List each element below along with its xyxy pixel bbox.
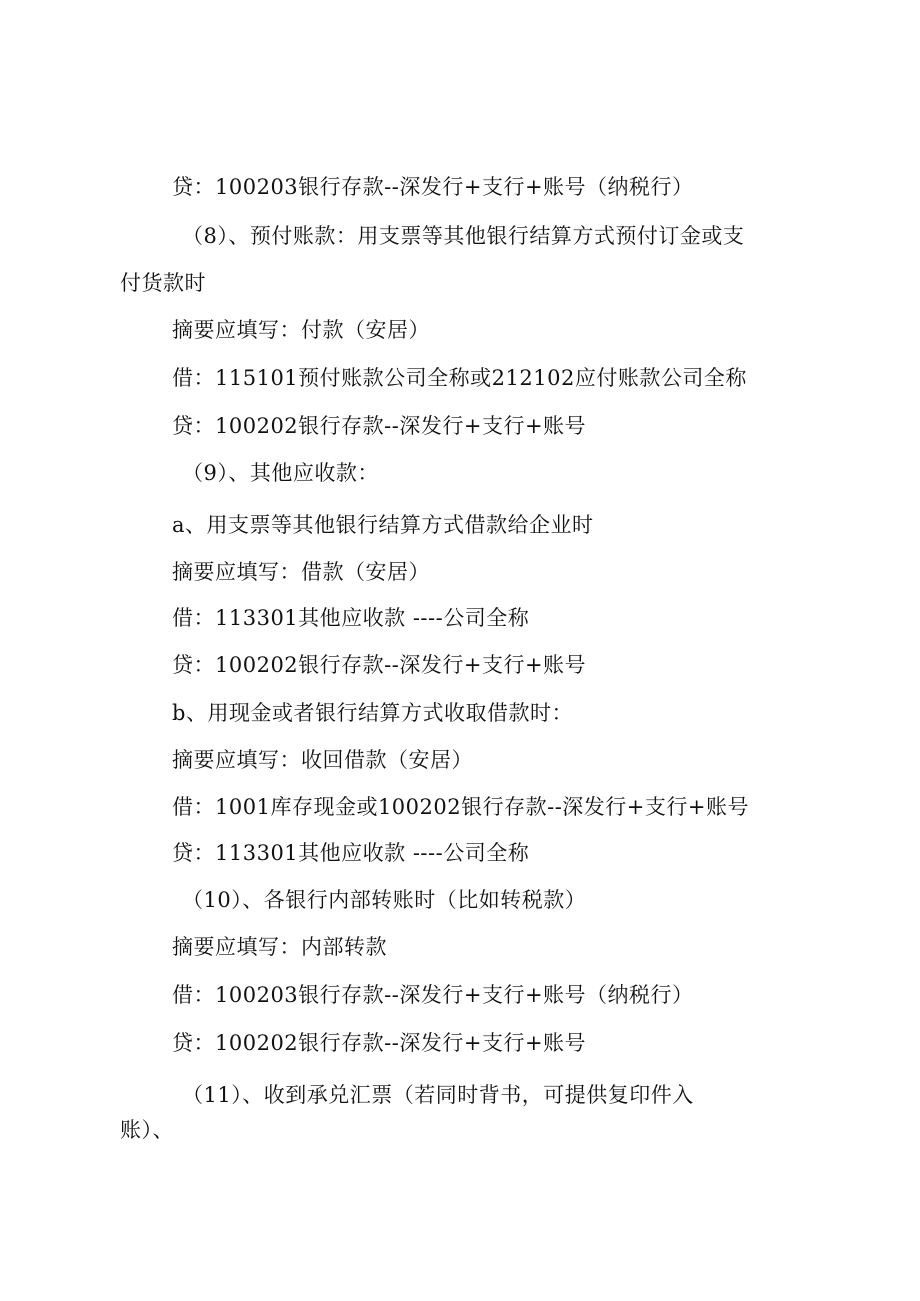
- text-line: 摘要应填写：借款（安居）: [172, 560, 430, 584]
- section-heading-8: （8）、预付账款：用支票等其他银行结算方式预付订金或支: [182, 224, 745, 248]
- text-line: 摘要应填写：收回借款（安居）: [172, 748, 473, 772]
- section-heading-11: （11）、收到承兑汇票（若同时背书，可提供复印件入: [182, 1083, 694, 1107]
- text-line: 贷：100202银行存款--深发行+支行+账号: [172, 653, 587, 677]
- text-line: 摘要应填写：内部转款: [172, 935, 387, 959]
- text-line: b、用现金或者银行结算方式收取借款时：: [172, 701, 573, 725]
- text-line: 借：100203银行存款--深发行+支行+账号（纳税行）: [172, 983, 694, 1007]
- text-line: 贷：100202银行存款--深发行+支行+账号: [172, 414, 587, 438]
- text-line: 借：1001库存现金或100202银行存款--深发行+支行+账号: [172, 795, 749, 819]
- text-line: 摘要应填写：付款（安居）: [172, 318, 430, 342]
- text-line: 贷：100203银行存款--深发行+支行+账号（纳税行）: [172, 175, 694, 199]
- text-line: 借：115101预付账款公司全称或212102应付账款公司全称: [172, 366, 747, 390]
- text-line: 借：113301其他应收款 ----公司全称: [172, 606, 530, 630]
- text-line: 账）、: [120, 1118, 174, 1142]
- text-line: a、用支票等其他银行结算方式借款给企业时: [172, 513, 594, 537]
- section-heading-9: （9）、其他应收款：: [182, 461, 379, 485]
- section-heading-10: （10）、各银行内部转账时（比如转税款）: [182, 888, 587, 912]
- text-line: 贷：100202银行存款--深发行+支行+账号: [172, 1031, 587, 1055]
- text-line: 付货款时: [120, 271, 206, 295]
- text-line: 贷：113301其他应收款 ----公司全称: [172, 841, 530, 865]
